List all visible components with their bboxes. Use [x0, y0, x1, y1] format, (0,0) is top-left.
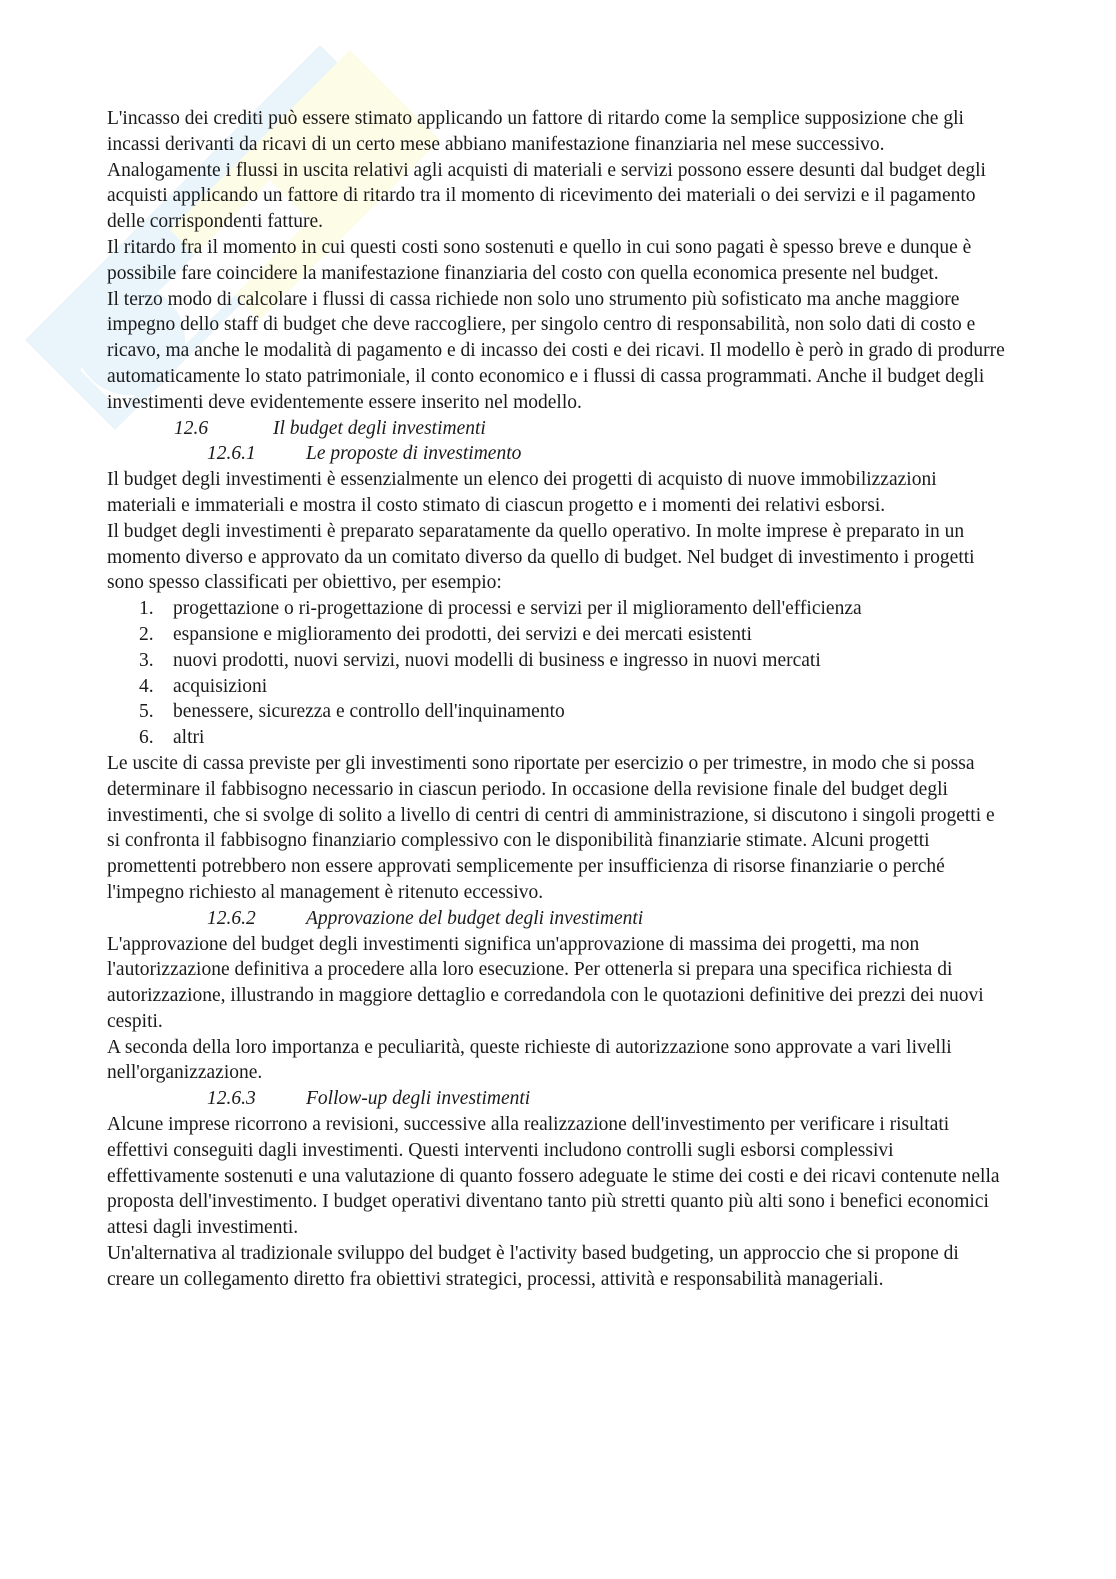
section-title: Approvazione del budget degli investimenti [306, 907, 644, 929]
paragraph: Analogamente i flussi in uscita relativi agli acquisti di materiali e servizi possono essere desunti dal budget degli acquisti applicando un fattore di ritardo tra il momento di ricevimento dei materiali o dei servizi e il pagamento delle corrispondenti fatture. [107, 159, 986, 233]
list-item [107, 648, 1007, 674]
paragraph: Il budget degli investimenti è essenzialmente un elenco dei progetti di acquisto di nuove immobilizzazioni materiali e immateriali e mostra il costo stimato di ciascun progetto e i momenti dei relativi esborsi. [107, 469, 937, 516]
section-title: Il budget degli investimenti [273, 417, 486, 439]
section-heading-12-6-3 [107, 1086, 1007, 1112]
list-item-text: espansione e miglioramento dei prodotti, dei servizi e dei mercati esistenti [173, 623, 752, 645]
list-item-text: acquisizioni [173, 675, 268, 697]
section-title: Le proposte di investimento [306, 443, 522, 465]
list-item-text: nuovi prodotti, nuovi servizi, nuovi modelli di business e ingresso in nuovi mercati [173, 649, 821, 671]
paragraph: Un'alternativa al tradizionale sviluppo del budget è l'activity based budgeting, un approccio che si propone di creare un collegamento diretto fra obiettivi strategici, processi, attività e responsabilità manageriali. [107, 1243, 959, 1290]
section-heading-12-6-2 [107, 906, 1007, 932]
paragraph: Il budget degli investimenti è preparato separatamente da quello operativo. In molte imprese è preparato in un momento diverso e approvato da un comitato diverso da quello di budget. Nel budget di investimento i progetti sono spesso classificati per obiettivo, per esempio: [107, 520, 975, 594]
section-heading-12-6-1 [107, 441, 1007, 467]
section-number: 12.6.3 [207, 1088, 256, 1110]
list-item [107, 596, 1007, 622]
objectives-list [107, 596, 1007, 751]
paragraph: Il terzo modo di calcolare i flussi di cassa richiede non solo uno strumento più sofisticato ma anche maggiore impegno dello staff di budget che deve raccogliere, per singolo centro di responsabilità, non solo dati di costo e ricavo, ma anche le modalità di pagamento e di incasso dei costi e dei ricavi. Il modello è però in grado di produrre automaticamente lo stato patrimoniale, il conto economico e i flussi di cassa programmati. Anche il budget degli investimenti deve evidentemente essere inserito nel modello. [107, 288, 1005, 413]
section-heading-12-6 [107, 416, 1007, 442]
paragraph: Alcune imprese ricorrono a revisioni, successive alla realizzazione dell'investimento per verificare i risultati effettivi conseguiti dagli investimenti. Questi interventi includono controlli sugli esborsi complessivi effettivamente sostenuti e una valutazione di quanto fossero adeguate le stime dei costi e dei ricavi contenute nella proposta dell'investimento. I budget operativi diventano tanto più stretti quanto più alti sono i benefici economici attesi dagli investimenti. [107, 1114, 1000, 1239]
list-item-text: altri [173, 727, 205, 749]
list-item [107, 622, 1007, 648]
paragraph: L'incasso dei crediti può essere stimato applicando un fattore di ritardo come la semplice supposizione che gli incassi derivanti da ricavi di un certo mese abbiano manifestazione finanziaria nel mese successivo. [107, 108, 964, 155]
list-marker: 5. [139, 701, 154, 723]
section-title: Follow-up degli investimenti [306, 1088, 531, 1110]
paragraph: Il ritardo fra il momento in cui questi costi sono sostenuti e quello in cui sono pagati è spesso breve e dunque è possibile fare coincidere la manifestazione finanziaria del costo con quella economica presente nel budget. [107, 236, 972, 284]
list-item [107, 699, 1007, 725]
list-marker: 4. [139, 675, 154, 697]
paragraph: A seconda della loro importanza e peculiarità, queste richieste di autorizzazione sono approvate a vari livelli nell'organizzazione. [107, 1036, 952, 1084]
section-number: 12.6.1 [207, 443, 256, 465]
document-page [107, 106, 1007, 1293]
list-marker: 6. [139, 727, 154, 749]
section-number: 12.6.2 [207, 907, 256, 929]
paragraph: L'approvazione del budget degli investimenti significa un'approvazione di massima dei progetti, ma non l'autorizzazione definitiva a procedere alla loro esecuzione. Per ottenerla si prepara una specifica richiesta di autorizzazione, illustrando in maggiore dettaglio e corredandola con le quotazioni definitive dei prezzi dei nuovi cespiti. [107, 933, 984, 1032]
list-item-text: progettazione o ri-progettazione di processi e servizi per il miglioramento dell'efficienza [173, 598, 862, 620]
section-number: 12.6 [174, 417, 209, 439]
list-item [107, 725, 1007, 751]
list-item [107, 674, 1007, 700]
list-marker: 2. [139, 623, 154, 645]
list-marker: 3. [139, 649, 154, 671]
list-item-text: benessere, sicurezza e controllo dell'inquinamento [173, 701, 565, 723]
list-marker: 1. [139, 598, 154, 620]
paragraph: Le uscite di cassa previste per gli investimenti sono riportate per esercizio o per trimestre, in modo che si possa determinare il fabbisogno necessario in ciascun periodo. In occasione della revisione finale del budget degli investimenti, che si svolge di solito a livello di centri di centri di amministrazione, si discutono i singoli progetti e si confronta il fabbisogno finanziario complessivo con le disponibilità finanziarie stimate. Alcuni progetti promettenti potrebbero non essere approvati semplicemente per insufficienza di risorse finanziarie o perché l'impegno richiesto al management è ritenuto eccessivo. [107, 752, 995, 903]
